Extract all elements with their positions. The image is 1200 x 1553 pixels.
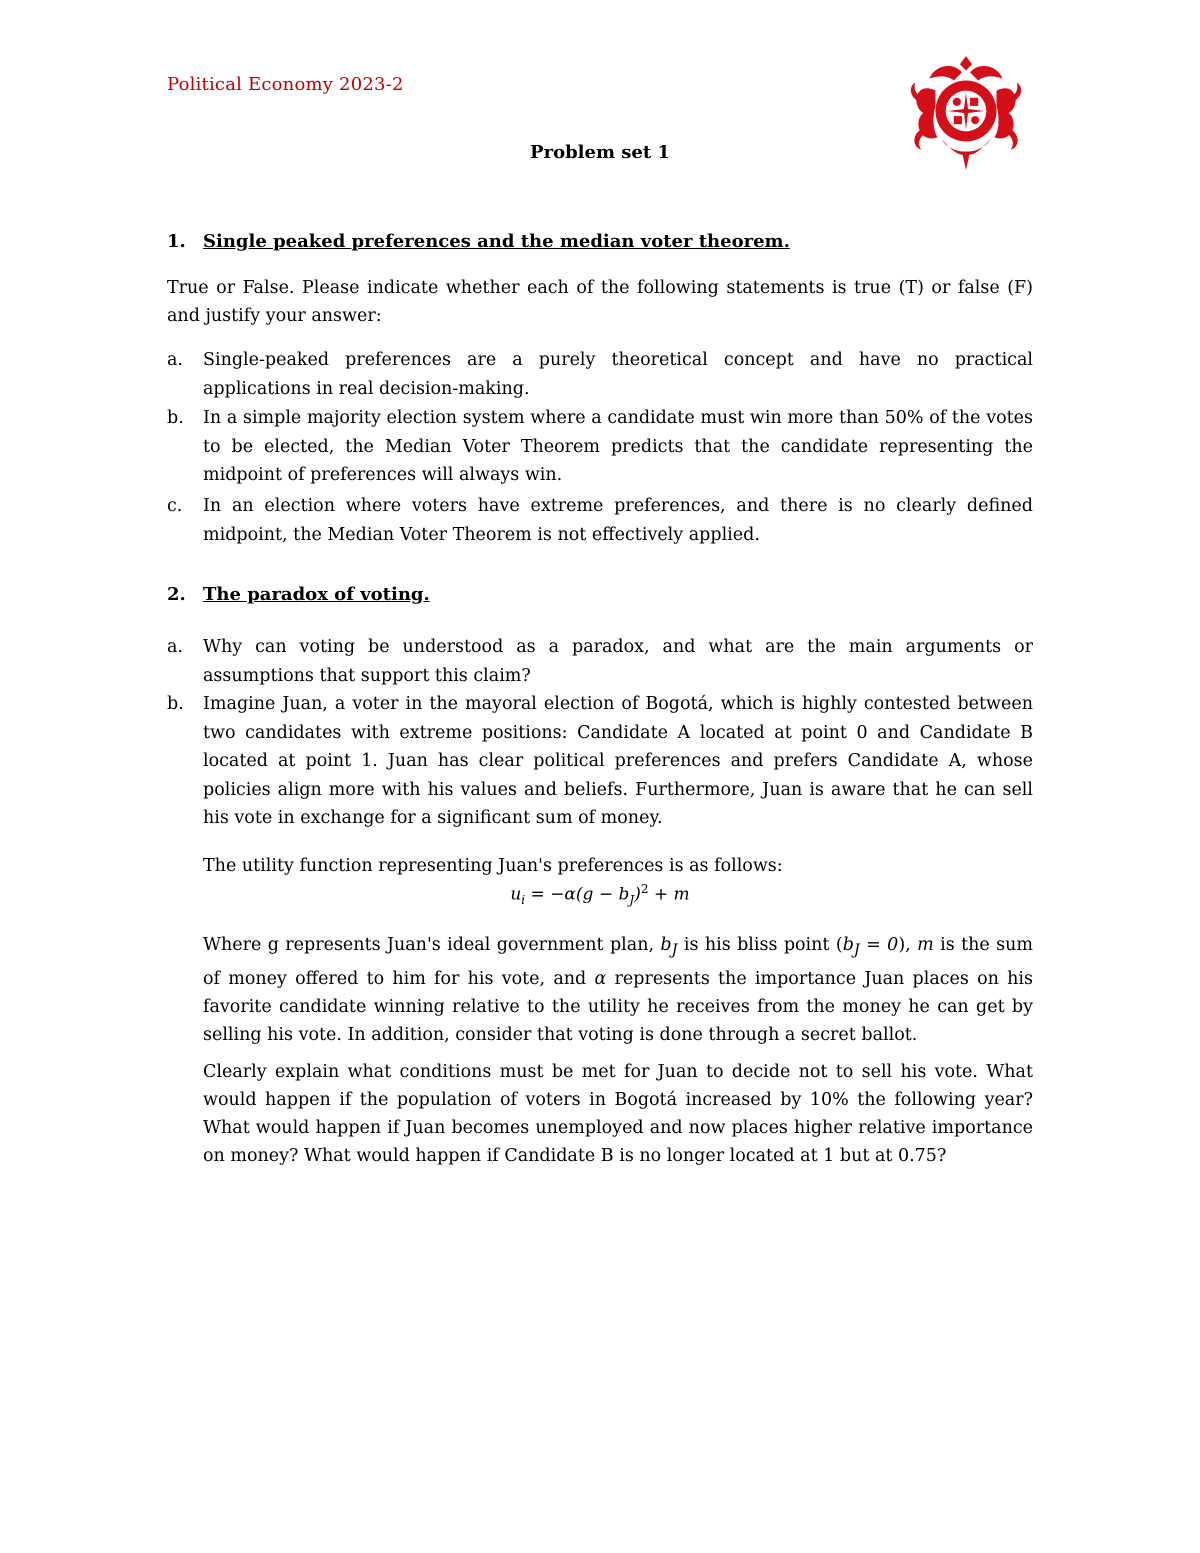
- item-label: b.: [167, 694, 184, 714]
- list-item: [167, 404, 1033, 490]
- item-text: In a simple majority election system where a candidate must win more than 50% of the votes to be elected, the Median Voter Theorem predicts that the candidate representing the midpoint of preferences will always win.: [203, 408, 1033, 485]
- section-number: 2.: [167, 584, 186, 605]
- page-title: Problem set 1: [530, 142, 670, 163]
- equation-explanation: Where g represents Juan's ideal government plan, $b_J$ is his bliss point $(b_J = 0)$, m is the sum of money offered to him for his vote, and α represents the importance Juan places on his favorite candidate winning relative to the utility he receives from the money he can get by selling his vote. In addition, consider that voting is done through a secret ballot.: [203, 935, 1033, 1045]
- item-label: a.: [167, 350, 183, 370]
- section-title: The paradox of voting.: [203, 584, 430, 605]
- section-2-heading: [167, 584, 430, 605]
- explanation-part: represents the importance Juan places on his favorite candidate winning relative to the utility he receives from the money he can get by selling his vote. In addition, consider that voting is done through a secret ballot.: [203, 968, 1033, 1045]
- math-bJ-zero: $b_J = 0$: [842, 935, 899, 959]
- item-label: c.: [167, 496, 183, 516]
- item-label: a.: [167, 637, 183, 657]
- item-text: In an election where voters have extreme preferences, and there is no clearly defined midpoint, the Median Voter Theorem is not effectively applied.: [203, 496, 1033, 545]
- question-paragraph: Clearly explain what conditions must be met for Juan to decide not to sell his vote. What would happen if the population of voters in Bogotá increased by 10% the following year? What would happen if Juan becomes unemployed and now places higher relative importance on money? What would happen if Candidate B is no longer located at 1 but at 0.75?: [203, 1062, 1033, 1166]
- section-1-intro: True or False. Please indicate whether each of the following statements is true (T) or false (F) and justify your answer:: [167, 278, 1033, 326]
- item-text: Single-peaked preferences are a purely theoretical concept and have no practical applications in real decision-making.: [203, 350, 1033, 399]
- item-label: b.: [167, 408, 184, 428]
- section-title: Single peaked preferences and the median voter theorem.: [203, 231, 790, 252]
- list-item: [167, 346, 1033, 403]
- section-number: 1.: [167, 231, 186, 252]
- item-text: Why can voting be understood as a paradox, and what are the main arguments or assumptions that support this claim?: [203, 637, 1033, 686]
- item-text: Imagine Juan, a voter in the mayoral election of Bogotá, which is highly contested between two candidates with extreme positions: Candidate A located at point 0 and Candidate B located at point 1. Juan has clear political preferences and prefers Candidate A, whose policies align more with his values and beliefs. Furthermore, Juan is aware that he can sell his vote in exchange for a significant sum of money.: [203, 694, 1033, 828]
- list-item: [167, 633, 1033, 690]
- section-1-heading: [167, 231, 790, 252]
- utility-intro: The utility function representing Juan's preferences is as follows:: [203, 856, 783, 876]
- list-item: [167, 492, 1033, 549]
- math-alpha: α: [594, 968, 607, 989]
- list-item: [167, 690, 1033, 833]
- course-header: Political Economy 2023-2: [167, 74, 404, 95]
- math-m: m: [917, 935, 934, 955]
- math-bJ: $b_J$: [660, 935, 678, 959]
- utility-equation: $u_i = -\alpha(g - b_J)^2 + m$: [510, 882, 690, 908]
- explanation-part: is the sum of money offered to him for his vote, and: [203, 935, 1033, 989]
- explanation-part: is his bliss point: [683, 935, 830, 955]
- explanation-part: Where g represents Juan's ideal government plan,: [203, 935, 655, 955]
